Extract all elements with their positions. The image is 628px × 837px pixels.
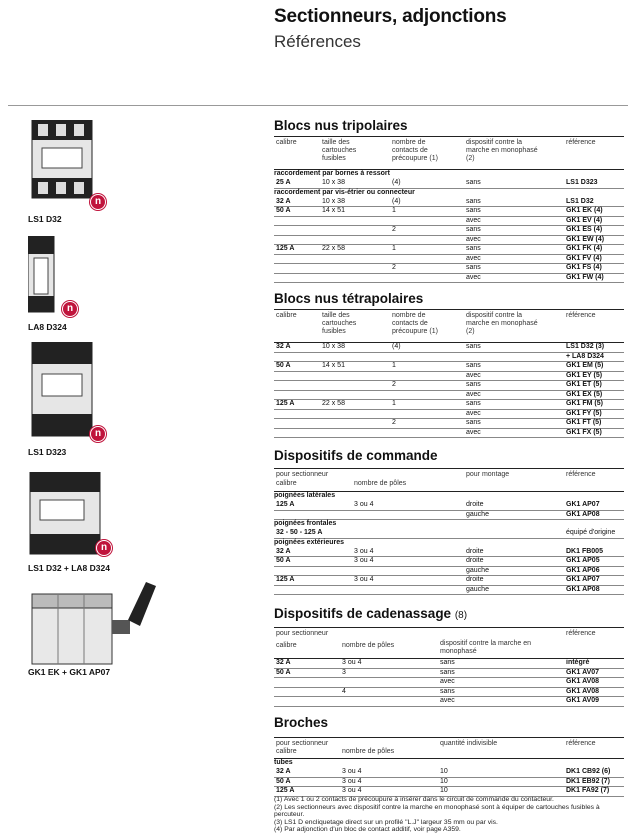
- table-cell: sans: [466, 419, 481, 426]
- table-cell: 2: [392, 419, 396, 426]
- section-title-broches: Broches: [274, 715, 329, 730]
- table-cell: DK1 CB92 (6): [566, 768, 611, 775]
- footnote: (3) LS1 D encliquetage direct sur un profilé "L.J" largeur 35 mm ou par vis.: [274, 818, 498, 826]
- col-header-dispositif: dispositif contre la marche en monophasé: [440, 640, 532, 655]
- table-row: [274, 236, 624, 246]
- table-cell: 125 A: [276, 501, 295, 508]
- table-row: [274, 274, 624, 284]
- table-cell: 3 ou 4: [354, 501, 374, 508]
- table-row: [274, 511, 624, 521]
- table-cell: GK1 FY (5): [566, 409, 602, 417]
- table-row: [274, 264, 624, 274]
- table-cell: GK1 EK (4): [566, 207, 603, 214]
- table-cell: GK1 ES (4): [566, 226, 603, 233]
- table-row: [274, 697, 624, 707]
- cell-taille: 10 x 38: [322, 179, 345, 186]
- la8-d324-device-drawing: [28, 236, 68, 314]
- table-row: [274, 381, 624, 391]
- table-row: [274, 778, 624, 788]
- table-cell: 2: [392, 381, 396, 388]
- table-cell: GK1 FT (5): [566, 419, 602, 426]
- table-cell: LS1 D32 (3): [566, 343, 605, 350]
- col-header-poles: nombre de pôles: [342, 748, 395, 755]
- table-row: [274, 391, 624, 401]
- table-cell: GK1 FW (4): [566, 273, 604, 281]
- table-cell: 3 ou 4: [342, 659, 362, 666]
- table-cell: + LA8 D324: [566, 352, 604, 360]
- group-label: tubes: [274, 759, 293, 766]
- table-cell: GK1 FK (4): [566, 245, 603, 252]
- table-cell: 10: [440, 777, 448, 785]
- table-cell: 22 x 58: [322, 245, 345, 252]
- col-header-taille: taille des cartouches fusibles: [322, 312, 357, 335]
- table-cell: 1: [392, 245, 396, 252]
- table-cell: gauche: [466, 585, 489, 593]
- table-cell: 50 A: [276, 668, 291, 676]
- table-cell: avec: [466, 428, 481, 436]
- table-cell: avec: [466, 390, 481, 398]
- table-row: [274, 576, 624, 586]
- table-cell: 3: [342, 668, 346, 676]
- table-cell: sans: [440, 668, 455, 676]
- table-cell: avec: [466, 235, 481, 243]
- page-subtitle: Références: [274, 32, 361, 51]
- table-cell: 3 ou 4: [354, 576, 374, 583]
- table-cell: 3 ou 4: [354, 547, 374, 555]
- section-title-tetrapolaires: Blocs nus tétrapolaires: [274, 291, 424, 306]
- col-header-pour-sectionneur: pour sectionneur: [276, 471, 329, 478]
- table-row: [274, 586, 624, 596]
- table-cell: GK1 ET (5): [566, 381, 602, 388]
- col-header-calibre: calibre: [276, 642, 297, 649]
- table-cell: 125 A: [276, 400, 295, 407]
- table-row: [274, 245, 624, 255]
- table-row: [274, 410, 624, 420]
- table-tetrapolaires: [274, 309, 624, 438]
- table-row: [274, 688, 624, 698]
- table-cell: 3 ou 4: [342, 777, 362, 785]
- table-row: [274, 353, 624, 363]
- table-cell: 50 A: [276, 557, 291, 564]
- table-cell: GK1 AV09: [566, 697, 600, 704]
- table-cell: 32 A: [276, 343, 291, 350]
- table-cell: GK1 FS (4): [566, 264, 602, 271]
- table-cell: GK1 AP07: [566, 576, 600, 583]
- table-cell: sans: [466, 362, 481, 369]
- table-cell: (4): [392, 197, 401, 205]
- table-row: [274, 419, 624, 429]
- table-cell: avec: [466, 273, 481, 281]
- col-header-poles: nombre de pôles: [354, 480, 407, 487]
- col-header-reference: référence: [566, 471, 596, 478]
- col-header-reference: référence: [566, 312, 596, 319]
- table-row: [274, 501, 624, 511]
- table-cell: 1: [392, 400, 396, 407]
- table-cell: 10 x 38: [322, 343, 345, 350]
- product-caption: LS1 D323: [28, 447, 67, 457]
- col-header-quantite: quantité indivisible: [440, 740, 498, 747]
- table-cell: avec: [466, 409, 481, 417]
- table-cell: GK1 EM (5): [566, 362, 604, 369]
- header-divider: [8, 105, 628, 106]
- gk1-ek-ap07-device-drawing: [28, 580, 168, 666]
- table-cell: 32 A: [276, 659, 291, 666]
- table-cell: GK1 EV (4): [566, 216, 603, 224]
- ls1-d323-device-drawing: [28, 342, 98, 438]
- table-cell: droite: [466, 576, 484, 583]
- footnote: (4) Par adjonction d'un bloc de contact additif, voir page A359.: [274, 826, 461, 834]
- col-header-pour-sectionneur: pour sectionneur: [276, 740, 329, 747]
- table-cell: GK1 AP05: [566, 557, 600, 564]
- table-cell: 1: [392, 362, 396, 369]
- product-caption: LS1 D32: [28, 214, 62, 224]
- table-cell: gauche: [466, 566, 489, 574]
- col-header-reference: référence: [566, 740, 596, 747]
- table-row: [274, 343, 624, 353]
- table-cell: GK1 FM (5): [566, 400, 603, 407]
- product-caption: GK1 EK + GK1 AP07: [28, 667, 111, 677]
- table-broches: [274, 737, 624, 797]
- table-cell: 14 x 51: [322, 207, 345, 214]
- product-caption: LS1 D32 + LA8 D324: [28, 563, 110, 573]
- table-cell: GK1 FX (5): [566, 428, 602, 436]
- table-cell: droite: [466, 501, 484, 508]
- table-row: [274, 557, 624, 567]
- group-label: poignées latérales: [274, 492, 336, 499]
- table-cell: 32 A: [276, 768, 291, 775]
- table-cell: 3 ou 4: [354, 557, 374, 564]
- table-cell: sans: [466, 400, 481, 407]
- table-cell: GK1 AV08: [566, 687, 600, 695]
- table-cell: sans: [466, 245, 481, 252]
- table-row: [274, 198, 624, 208]
- table-row: [274, 768, 624, 778]
- table-cell: 50 A: [276, 362, 291, 369]
- table-row: [274, 255, 624, 265]
- group-label: poignées frontales: [274, 520, 337, 527]
- col-header-calibre: calibre: [276, 139, 297, 146]
- table-header: [274, 737, 624, 759]
- table-cell: droite: [466, 557, 484, 564]
- table-cell: droite: [466, 547, 484, 555]
- table-cell: 125 A: [276, 576, 295, 583]
- table-row: [274, 548, 624, 558]
- table-cell: 2: [392, 264, 396, 271]
- table-header: [274, 627, 624, 659]
- section-title-note: (8): [454, 610, 468, 621]
- section-title-text: Dispositifs de cadenassage: [274, 606, 452, 621]
- table-cell: GK1 EW (4): [566, 235, 605, 243]
- page-title: Sectionneurs, adjonctions: [274, 6, 507, 27]
- col-header-calibre: calibre: [276, 748, 297, 755]
- table-cell: 2: [392, 226, 396, 233]
- table-cell: GK1 AV08: [566, 678, 600, 685]
- col-header-taille: taille des cartouches fusibles: [322, 139, 357, 162]
- col-header-poles: nombre de pôles: [342, 642, 395, 649]
- cell-calibre: 25 A: [276, 179, 291, 186]
- col-header-contacts: nombre de contacts de précoupure (1): [392, 139, 438, 162]
- col-header-reference: référence: [566, 139, 596, 146]
- table-cell: 14 x 51: [322, 362, 345, 369]
- table-cell: 3 ou 4: [342, 768, 362, 775]
- table-cell: GK1 EY (5): [566, 371, 603, 379]
- table-cell: sans: [466, 207, 481, 214]
- table-cell: 3 ou 4: [342, 787, 362, 794]
- table-cell: 10: [440, 787, 448, 794]
- table-cell: 50 A: [276, 777, 291, 785]
- table-cell: DK1 EB92 (7): [566, 777, 610, 785]
- table-header: [274, 468, 624, 492]
- cell-calibre: 32 - 50 - 125 A: [276, 529, 323, 536]
- table-row: [274, 372, 624, 382]
- ls1-d32-la8-d324-device-drawing: [28, 472, 104, 556]
- table-cell: 32 A: [276, 197, 291, 205]
- table-cell: sans: [466, 197, 481, 205]
- section-title-commande: Dispositifs de commande: [274, 448, 438, 463]
- col-header-reference: référence: [566, 630, 596, 637]
- table-header: [274, 136, 624, 170]
- group-label: raccordement par vis-étrier ou connecteur: [274, 188, 415, 196]
- table-cell: 125 A: [276, 245, 295, 252]
- table-row: [274, 179, 624, 189]
- table-cell: LS1 D32: [566, 197, 594, 205]
- table-row: [274, 362, 624, 372]
- new-badge-icon: n: [96, 540, 112, 556]
- table-cell: avec: [466, 254, 481, 262]
- table-cell: sans: [440, 687, 455, 695]
- table-cell: avec: [466, 371, 481, 379]
- ls1-d32-device-drawing: [28, 120, 98, 200]
- table-cadenassage: [274, 627, 624, 707]
- new-badge-icon: n: [90, 426, 106, 442]
- cell-contacts: (4): [392, 179, 401, 186]
- footnote: (2) Les sectionneurs avec dispositif contre la marche en monophasé sont à équiper de cartouches fusibles à percuteur.: [274, 803, 600, 819]
- table-row: [274, 217, 624, 227]
- table-cell: 50 A: [276, 207, 291, 214]
- table-cell: sans: [466, 343, 481, 350]
- table-row: [274, 400, 624, 410]
- table-cell: 1: [392, 207, 396, 214]
- table-cell: avec: [466, 216, 481, 224]
- col-header-contacts: nombre de contacts de précoupure (1): [392, 312, 438, 335]
- new-badge-icon: n: [90, 194, 106, 210]
- table-row: [274, 429, 624, 439]
- group-label: poignées extérieures: [274, 538, 345, 546]
- table-cell: gauche: [466, 510, 489, 518]
- table-cell: 125 A: [276, 787, 295, 794]
- table-cell: intégré: [566, 659, 590, 666]
- table-cell: GK1 AP08: [566, 585, 600, 593]
- footnotes: [274, 796, 624, 834]
- col-header-calibre: calibre: [276, 312, 297, 319]
- table-cell: GK1 AP06: [566, 566, 600, 574]
- table-cell: avec: [440, 697, 455, 704]
- table-row: [274, 669, 624, 679]
- footnote: (1) Avec 1 ou 2 contacts de précoupure à insérer dans le circuit de commande du contacteur.: [274, 796, 554, 803]
- table-cell: GK1 EX (5): [566, 390, 603, 398]
- cell-reference: LS1 D323: [566, 179, 598, 186]
- table-cell: GK1 AP08: [566, 510, 600, 518]
- table-header: [274, 309, 624, 343]
- new-badge-icon: n: [62, 301, 78, 317]
- table-row: [274, 529, 624, 539]
- table-cell: GK1 FV (4): [566, 254, 602, 262]
- table-cell: sans: [440, 659, 455, 666]
- table-row: [274, 659, 624, 669]
- col-header-dispositif: dispositif contre la marche en monophasé (2): [466, 139, 538, 162]
- table-cell: sans: [466, 381, 481, 388]
- table-commande: [274, 468, 624, 595]
- cell-reference: équipé d'origine: [566, 529, 616, 536]
- col-header-pour-sectionneur: pour sectionneur: [276, 630, 329, 637]
- table-cell: 32 A: [276, 547, 291, 555]
- table-cell: (4): [392, 343, 401, 350]
- table-cell: 10: [440, 768, 448, 775]
- col-header-calibre: calibre: [276, 480, 297, 487]
- table-cell: GK1 AV07: [566, 668, 600, 676]
- table-tripolaires: [274, 136, 624, 283]
- table-row: [274, 567, 624, 577]
- group-label: raccordement par bornes à ressort: [274, 170, 390, 177]
- col-header-dispositif: dispositif contre la marche en monophasé (2): [466, 312, 538, 335]
- table-row: [274, 226, 624, 236]
- table-cell: GK1 AP07: [566, 501, 600, 508]
- table-row: [274, 678, 624, 688]
- product-caption: LA8 D324: [28, 322, 67, 332]
- table-cell: DK1 FB005: [566, 547, 603, 555]
- col-header-montage: pour montage: [466, 471, 510, 478]
- table-cell: sans: [466, 264, 481, 271]
- section-title-tripolaires: Blocs nus tripolaires: [274, 118, 408, 133]
- table-cell: 22 x 58: [322, 400, 345, 407]
- section-title-cadenassage: [274, 606, 467, 621]
- table-cell: 4: [342, 687, 346, 695]
- table-cell: 10 x 38: [322, 197, 345, 205]
- table-row: [274, 207, 624, 217]
- table-cell: avec: [440, 678, 455, 685]
- table-cell: sans: [466, 226, 481, 233]
- table-cell: DK1 FA92 (7): [566, 787, 610, 794]
- cell-dispositif: sans: [466, 179, 481, 186]
